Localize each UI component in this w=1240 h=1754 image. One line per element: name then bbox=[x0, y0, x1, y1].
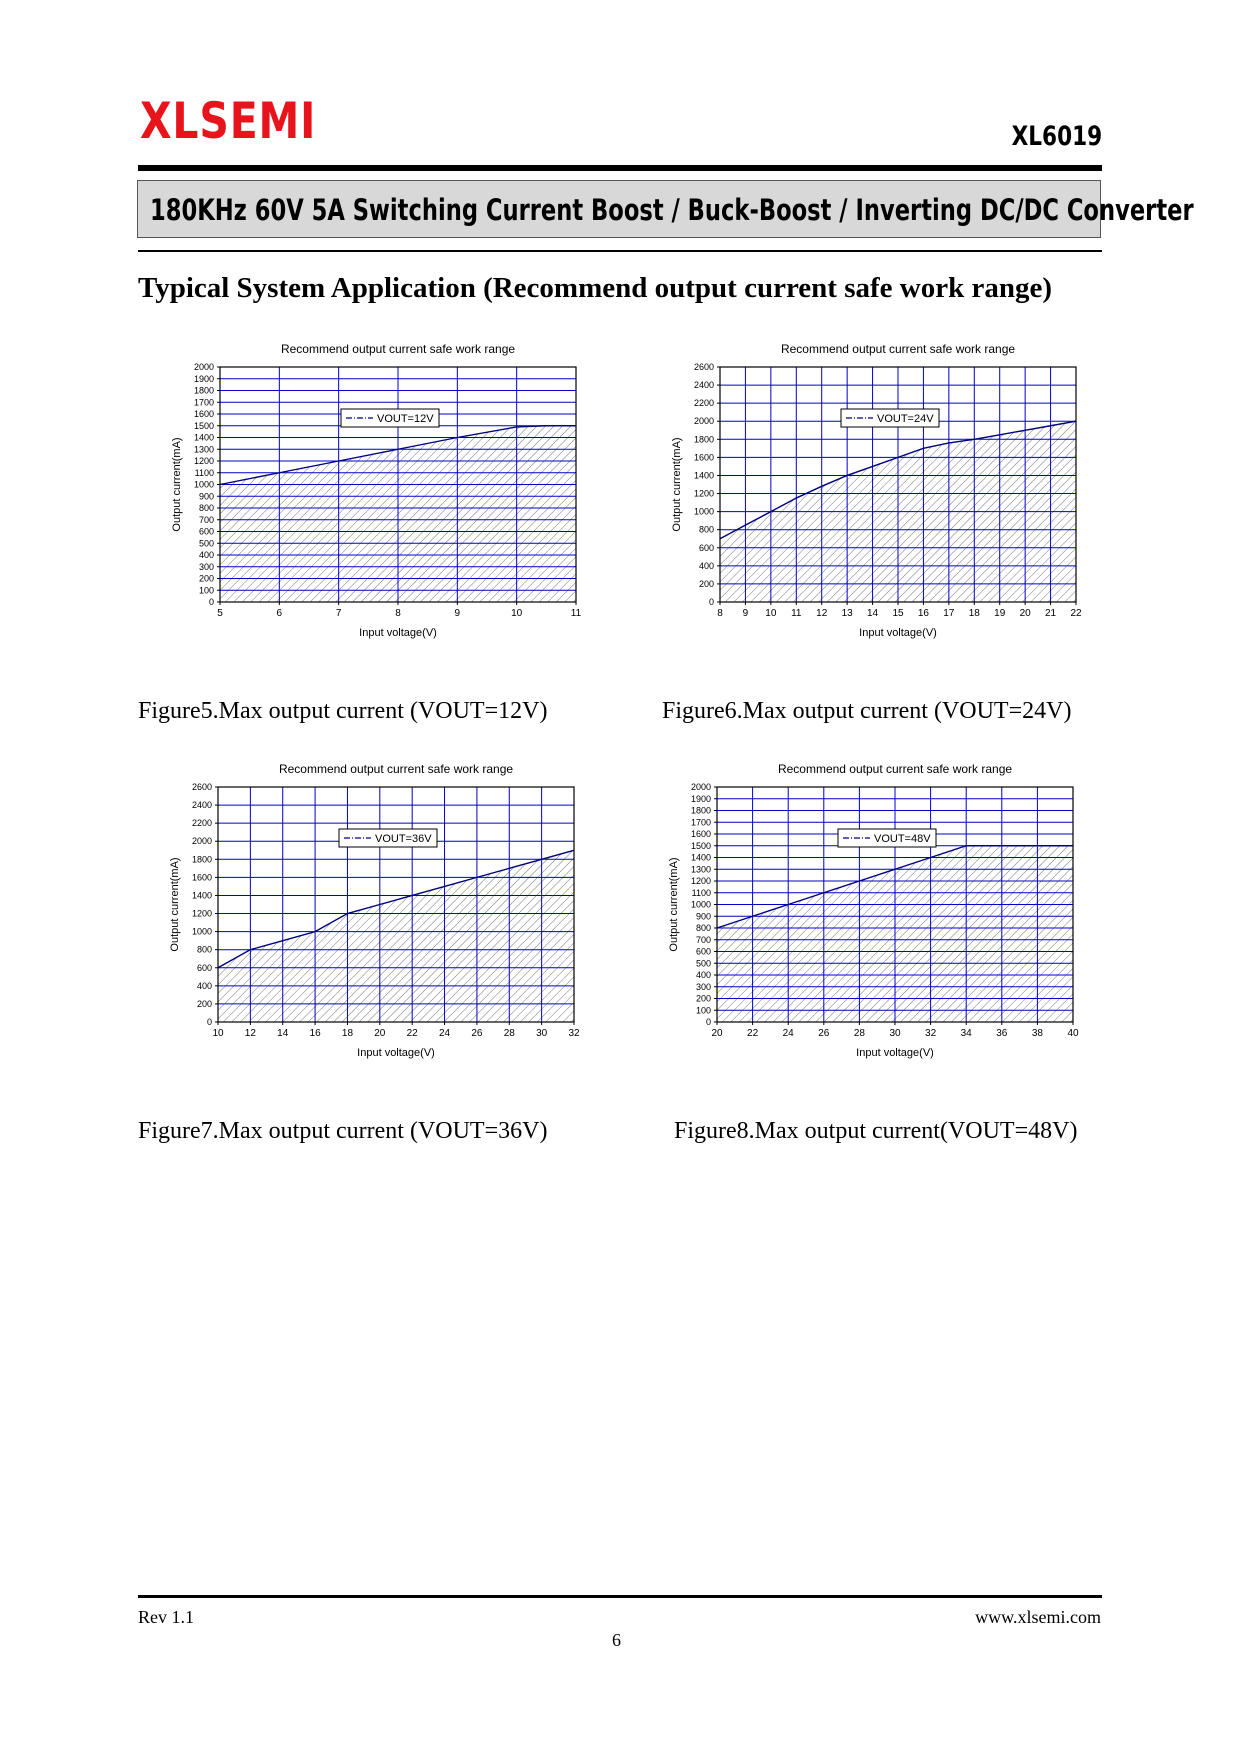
data-point bbox=[897, 457, 898, 458]
y-tick-label: 800 bbox=[698, 524, 714, 535]
x-tick-label: 32 bbox=[568, 1028, 580, 1039]
data-point bbox=[1037, 845, 1038, 846]
y-tick-label: 1200 bbox=[191, 908, 212, 919]
legend-label: VOUT=48V bbox=[874, 833, 931, 845]
x-tick-label: 22 bbox=[1070, 608, 1082, 619]
x-tick-label: 11 bbox=[570, 608, 582, 619]
y-tick-label: 2000 bbox=[191, 836, 212, 847]
y-tick-label: 400 bbox=[196, 980, 212, 991]
chart-title: Recommend output current safe work range bbox=[280, 342, 516, 356]
y-tick-label: 0 bbox=[708, 597, 714, 607]
x-tick-label: 24 bbox=[438, 1028, 451, 1039]
y-tick-label: 1800 bbox=[690, 805, 711, 816]
y-tick-label: 1100 bbox=[194, 467, 214, 478]
x-axis-label: Input voltage(V) bbox=[359, 627, 437, 639]
x-tick-label: 9 bbox=[454, 608, 461, 619]
x-tick-label: 17 bbox=[943, 608, 955, 619]
x-tick-label: 32 bbox=[925, 1028, 937, 1039]
y-tick-label: 700 bbox=[198, 514, 214, 525]
x-tick-label: 13 bbox=[841, 608, 853, 619]
legend-label: VOUT=36V bbox=[375, 833, 432, 845]
data-point bbox=[923, 448, 924, 449]
x-tick-label: 11 bbox=[791, 608, 802, 619]
y-tick-label: 1700 bbox=[193, 397, 214, 408]
banner-title: 180KHz 60V 5A Switching Current Boost / Buck-Boost / Inverting DC/DC Converter bbox=[150, 193, 1194, 227]
data-point bbox=[476, 877, 477, 878]
chart-svg bbox=[158, 756, 628, 1096]
data-point bbox=[282, 940, 283, 941]
figure-caption: Figure6.Max output current (VOUT=24V) bbox=[662, 698, 1072, 724]
data-point bbox=[752, 916, 753, 917]
y-tick-label: 1300 bbox=[690, 864, 711, 875]
x-tick-label: 8 bbox=[717, 608, 723, 619]
x-tick-label: 10 bbox=[765, 608, 777, 619]
y-tick-label: 1200 bbox=[193, 456, 214, 466]
x-tick-label: 14 bbox=[277, 1028, 289, 1039]
y-tick-label: 2200 bbox=[191, 818, 212, 829]
x-tick-label: 36 bbox=[996, 1028, 1008, 1039]
data-point bbox=[788, 904, 789, 905]
x-tick-label: 19 bbox=[994, 608, 1006, 619]
data-point bbox=[745, 525, 746, 526]
figure-caption: Figure7.Max output current (VOUT=36V) bbox=[138, 1118, 548, 1144]
y-tick-label: 2000 bbox=[193, 362, 214, 372]
chart-title: Recommend output current safe work range bbox=[780, 342, 1016, 356]
data-point bbox=[894, 869, 895, 870]
x-tick-label: 40 bbox=[1067, 1028, 1079, 1039]
data-point bbox=[509, 868, 510, 869]
x-tick-label: 10 bbox=[511, 608, 523, 619]
chart-title: Recommend output current safe work range bbox=[278, 762, 514, 776]
x-tick-label: 28 bbox=[503, 1028, 515, 1039]
x-tick-label: 14 bbox=[867, 608, 879, 619]
y-tick-label: 900 bbox=[198, 491, 214, 502]
revision-label: Rev 1.1 bbox=[138, 1607, 194, 1627]
chart-vout-36v bbox=[158, 756, 628, 1096]
y-tick-label: 200 bbox=[198, 573, 214, 584]
data-point bbox=[966, 845, 967, 846]
data-point bbox=[872, 466, 873, 467]
y-tick-label: 200 bbox=[695, 993, 711, 1004]
y-tick-label: 0 bbox=[206, 1017, 212, 1027]
header-rule-top bbox=[138, 165, 1102, 171]
data-point bbox=[347, 913, 348, 914]
y-tick-label: 200 bbox=[196, 998, 212, 1009]
y-tick-label: 2200 bbox=[693, 398, 714, 409]
data-point bbox=[983, 845, 984, 846]
data-point bbox=[930, 857, 931, 858]
legend-label: VOUT=24V bbox=[877, 413, 934, 425]
y-tick-label: 200 bbox=[698, 578, 714, 589]
y-tick-label: 1100 bbox=[691, 887, 711, 898]
y-tick-label: 400 bbox=[698, 560, 714, 571]
header-rule-bottom bbox=[138, 250, 1102, 252]
x-tick-label: 7 bbox=[335, 608, 342, 619]
chart-title: Recommend output current safe work range bbox=[777, 762, 1013, 776]
y-tick-label: 1600 bbox=[690, 829, 711, 839]
y-tick-label: 1800 bbox=[693, 434, 714, 445]
y-tick-label: 2000 bbox=[693, 416, 714, 427]
y-tick-label: 1700 bbox=[690, 817, 711, 828]
y-tick-label: 2600 bbox=[191, 782, 212, 792]
data-point bbox=[847, 475, 848, 476]
x-tick-label: 20 bbox=[374, 1028, 386, 1039]
x-tick-label: 30 bbox=[536, 1028, 548, 1039]
data-point bbox=[457, 437, 458, 438]
y-tick-label: 900 bbox=[695, 911, 711, 922]
y-tick-label: 2600 bbox=[693, 362, 714, 372]
y-tick-label: 1800 bbox=[191, 854, 212, 865]
chart-vout-12v bbox=[160, 336, 630, 676]
x-tick-label: 20 bbox=[1019, 608, 1031, 619]
x-tick-label: 6 bbox=[276, 608, 283, 619]
data-point bbox=[397, 449, 398, 450]
y-tick-label: 1600 bbox=[193, 409, 214, 419]
safe-area-fill bbox=[218, 850, 574, 1022]
data-point bbox=[796, 497, 797, 498]
y-tick-label: 600 bbox=[196, 962, 212, 973]
y-axis-label: Output current(mA) bbox=[668, 857, 680, 952]
figure-caption: Figure5.Max output current (VOUT=12V) bbox=[138, 698, 548, 724]
y-tick-label: 1000 bbox=[193, 479, 214, 490]
chart-vout-48v bbox=[657, 756, 1127, 1096]
x-tick-label: 22 bbox=[406, 1028, 418, 1039]
data-point bbox=[541, 859, 542, 860]
chart-vout-24v bbox=[660, 336, 1130, 676]
x-axis-label: Input voltage(V) bbox=[859, 627, 937, 639]
y-tick-label: 700 bbox=[695, 934, 711, 945]
data-point bbox=[999, 434, 1000, 435]
y-tick-label: 400 bbox=[695, 970, 711, 980]
data-point bbox=[444, 886, 445, 887]
y-axis-label: Output current(mA) bbox=[671, 437, 683, 532]
x-axis-label: Input voltage(V) bbox=[856, 1047, 934, 1059]
y-axis-label: Output current(mA) bbox=[169, 857, 181, 952]
data-point bbox=[821, 486, 822, 487]
y-tick-label: 500 bbox=[198, 538, 214, 549]
x-tick-label: 15 bbox=[892, 608, 904, 619]
chart-svg bbox=[160, 336, 630, 676]
data-point bbox=[823, 892, 824, 893]
y-tick-label: 300 bbox=[198, 561, 214, 572]
x-tick-label: 18 bbox=[341, 1028, 354, 1039]
x-tick-label: 30 bbox=[889, 1028, 901, 1039]
data-point bbox=[948, 442, 949, 443]
data-point bbox=[314, 931, 315, 932]
x-tick-label: 18 bbox=[968, 608, 980, 619]
y-tick-label: 0 bbox=[208, 597, 214, 607]
y-tick-label: 1400 bbox=[191, 890, 212, 901]
data-point bbox=[770, 511, 771, 512]
legend bbox=[841, 409, 939, 427]
x-tick-label: 20 bbox=[711, 1028, 723, 1039]
y-tick-label: 1200 bbox=[693, 488, 714, 499]
section-title: Typical System Application (Recommend output current safe work range) bbox=[138, 272, 1052, 304]
x-tick-label: 12 bbox=[244, 1028, 256, 1039]
footer-rule bbox=[138, 1595, 1102, 1598]
y-tick-label: 800 bbox=[198, 503, 214, 513]
data-point bbox=[279, 472, 280, 473]
legend bbox=[838, 829, 936, 847]
y-tick-label: 1300 bbox=[193, 444, 214, 455]
data-point bbox=[859, 880, 860, 881]
x-tick-label: 21 bbox=[1045, 608, 1057, 619]
y-tick-label: 1000 bbox=[191, 926, 212, 937]
company-logo: XLSEMI bbox=[140, 92, 317, 150]
y-tick-label: 1500 bbox=[690, 840, 711, 851]
y-tick-label: 1600 bbox=[191, 872, 212, 883]
title-banner bbox=[137, 180, 1194, 238]
y-tick-label: 800 bbox=[695, 923, 711, 933]
x-tick-label: 26 bbox=[471, 1028, 483, 1039]
x-tick-label: 34 bbox=[960, 1028, 972, 1039]
y-tick-label: 1600 bbox=[693, 452, 714, 463]
y-tick-label: 300 bbox=[695, 981, 711, 992]
data-point bbox=[1025, 430, 1026, 431]
y-tick-label: 1900 bbox=[690, 793, 711, 804]
y-tick-label: 1500 bbox=[193, 420, 214, 431]
y-tick-label: 1400 bbox=[193, 432, 214, 443]
y-tick-label: 800 bbox=[196, 944, 212, 955]
x-tick-label: 38 bbox=[1031, 1028, 1043, 1039]
legend-label: VOUT=12V bbox=[377, 413, 434, 425]
x-tick-label: 16 bbox=[309, 1028, 321, 1039]
y-tick-label: 1400 bbox=[693, 470, 714, 481]
y-tick-label: 100 bbox=[695, 1005, 711, 1016]
x-tick-label: 12 bbox=[816, 608, 828, 619]
figure-caption: Figure8.Max output current(VOUT=48V) bbox=[674, 1118, 1078, 1144]
y-tick-label: 500 bbox=[695, 958, 711, 969]
y-tick-label: 1900 bbox=[193, 373, 214, 384]
page-number: 6 bbox=[612, 1630, 621, 1650]
y-tick-label: 2400 bbox=[693, 380, 714, 391]
y-axis-label: Output current(mA) bbox=[171, 437, 183, 532]
part-number: XL6019 bbox=[1011, 121, 1102, 152]
y-tick-label: 100 bbox=[198, 585, 214, 596]
y-tick-label: 400 bbox=[198, 550, 214, 560]
y-tick-label: 1200 bbox=[690, 876, 711, 886]
data-point bbox=[1001, 845, 1002, 846]
legend bbox=[339, 829, 437, 847]
x-tick-label: 22 bbox=[747, 1028, 759, 1039]
y-tick-label: 2400 bbox=[191, 800, 212, 811]
y-tick-label: 1400 bbox=[690, 852, 711, 863]
legend bbox=[341, 409, 439, 427]
y-tick-label: 1000 bbox=[693, 506, 714, 517]
x-axis-label: Input voltage(V) bbox=[357, 1047, 435, 1059]
chart-svg bbox=[660, 336, 1130, 676]
website-link[interactable]: www.xlsemi.com bbox=[975, 1607, 1101, 1627]
data-point bbox=[379, 904, 380, 905]
y-tick-label: 1000 bbox=[690, 899, 711, 910]
data-point bbox=[546, 425, 547, 426]
y-tick-label: 2000 bbox=[690, 782, 711, 792]
data-point bbox=[250, 949, 251, 950]
data-point bbox=[974, 439, 975, 440]
y-tick-label: 0 bbox=[705, 1017, 711, 1027]
y-tick-label: 1800 bbox=[193, 385, 214, 396]
data-point bbox=[338, 460, 339, 461]
y-tick-label: 600 bbox=[198, 526, 214, 537]
chart-svg bbox=[657, 756, 1127, 1096]
y-tick-label: 600 bbox=[698, 542, 714, 553]
x-tick-label: 24 bbox=[782, 1028, 794, 1039]
x-tick-label: 26 bbox=[818, 1028, 830, 1039]
x-tick-label: 10 bbox=[212, 1028, 224, 1039]
data-point bbox=[516, 426, 517, 427]
y-tick-label: 600 bbox=[695, 946, 711, 957]
x-tick-label: 16 bbox=[917, 608, 929, 619]
data-point bbox=[412, 895, 413, 896]
x-tick-label: 9 bbox=[742, 608, 749, 619]
x-tick-label: 28 bbox=[853, 1028, 865, 1039]
x-tick-label: 8 bbox=[395, 608, 401, 619]
data-point bbox=[1050, 425, 1051, 426]
x-tick-label: 5 bbox=[217, 608, 223, 619]
